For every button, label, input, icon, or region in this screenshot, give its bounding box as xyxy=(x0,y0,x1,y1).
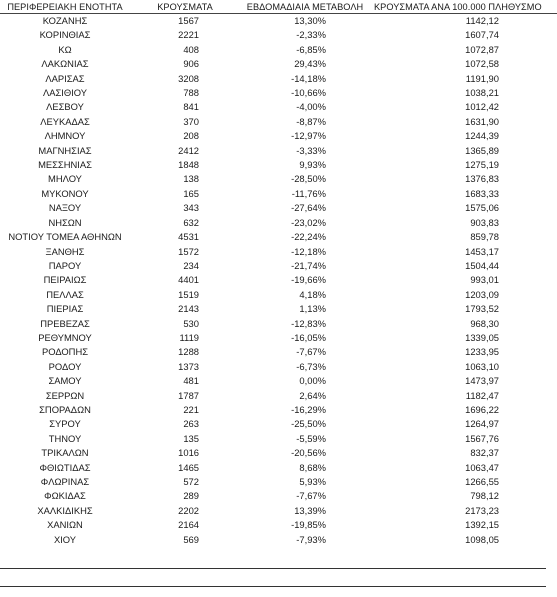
table-row xyxy=(0,504,557,518)
cell-cases-per-100k: 993,01 xyxy=(470,274,499,286)
cell-cases-per-100k: 1012,42 xyxy=(465,101,499,113)
cell-weekly-change: -2,33% xyxy=(296,29,326,41)
cell-regional-unit: ΡΕΘΥΜΝΟΥ xyxy=(38,331,92,343)
cell-cases-per-100k: 903,83 xyxy=(470,216,499,228)
cell-regional-unit: ΦΛΩΡΙΝΑΣ xyxy=(40,476,90,487)
table-row xyxy=(0,43,557,57)
cell-regional-unit: ΚΟΖΑΝΗΣ xyxy=(42,15,88,26)
cell-cases: 343 xyxy=(183,202,199,214)
cell-weekly-change: -12,83% xyxy=(291,317,326,329)
cell-regional-unit: ΤΡΙΚΑΛΩΝ xyxy=(41,447,89,459)
table-header xyxy=(0,0,557,14)
cell-regional-unit: ΧΑΝΙΩΝ xyxy=(47,519,83,531)
cell-weekly-change: 1,13% xyxy=(299,303,326,315)
cell-cases: 138 xyxy=(183,173,199,185)
table-row xyxy=(0,331,557,345)
cell-weekly-change: -8,87% xyxy=(296,115,326,127)
cell-weekly-change: -25,50% xyxy=(291,418,326,430)
cell-cases: 4401 xyxy=(178,274,199,286)
cell-cases: 1572 xyxy=(178,245,199,257)
cell-regional-unit: ΣΑΜΟΥ xyxy=(48,375,82,387)
cell-weekly-change: -16,05% xyxy=(291,331,326,343)
cell-cases: 370 xyxy=(183,115,199,127)
table-row xyxy=(0,317,557,331)
cell-cases-per-100k: 1376,83 xyxy=(465,173,499,185)
table-row xyxy=(0,360,557,374)
cell-regional-unit: ΠΑΡΟΥ xyxy=(48,259,82,271)
cell-weekly-change: 13,39% xyxy=(294,504,326,516)
cell-regional-unit: ΝΗΣΩΝ xyxy=(48,216,82,228)
table-row xyxy=(0,14,557,29)
cell-weekly-change: -7,67% xyxy=(296,346,326,358)
cell-cases: 841 xyxy=(183,101,199,113)
cell-regional-unit: ΜΕΣΣΗΝΙΑΣ xyxy=(38,159,92,171)
cell-regional-unit: ΧΑΛΚΙΔΙΚΗΣ xyxy=(37,504,93,516)
table-row xyxy=(0,302,557,316)
cell-cases-per-100k: 1575,06 xyxy=(465,202,499,214)
cell-weekly-change: -21,74% xyxy=(291,259,326,271)
cell-cases: 1787 xyxy=(178,389,199,401)
cell-regional-unit: ΛΗΜΝΟΥ xyxy=(44,130,86,142)
cell-cases: 135 xyxy=(183,432,199,444)
table-row xyxy=(0,172,557,186)
cell-cases-per-100k: 1266,55 xyxy=(465,476,499,487)
cell-cases-per-100k: 1275,19 xyxy=(465,159,499,171)
table-row xyxy=(0,129,557,143)
cell-regional-unit: ΝΑΞΟΥ xyxy=(48,202,82,214)
cell-weekly-change: -12,18% xyxy=(291,245,326,257)
table-row xyxy=(0,533,557,547)
header-cases-per-100k: ΚΡΟΥΣΜΑΤΑ ΑΝΑ 100.000 ΠΛΗΘΥΣΜΟ xyxy=(370,0,557,14)
cell-cases-per-100k: 2173,23 xyxy=(465,504,499,516)
cell-regional-unit: ΛΕΣΒΟΥ xyxy=(46,101,84,113)
cell-cases-per-100k: 1607,74 xyxy=(465,29,499,41)
cell-cases-per-100k: 1504,44 xyxy=(465,259,499,271)
cell-weekly-change: -16,29% xyxy=(291,403,326,415)
cell-regional-unit: ΛΑΡΙΣΑΣ xyxy=(45,72,85,84)
table-body xyxy=(0,14,557,548)
cell-cases: 530 xyxy=(183,317,199,329)
table-row xyxy=(0,201,557,215)
cell-cases-per-100k: 1683,33 xyxy=(465,187,499,199)
cell-regional-unit: ΛΕΥΚΑΔΑΣ xyxy=(40,115,90,127)
cell-cases: 165 xyxy=(183,187,199,199)
table-row xyxy=(0,144,557,158)
cell-regional-unit: ΡΟΔΟΠΗΣ xyxy=(41,346,89,358)
table-row xyxy=(0,158,557,172)
cell-cases: 3208 xyxy=(178,72,199,84)
cell-regional-unit: ΣΕΡΡΩΝ xyxy=(45,389,85,401)
cell-cases-per-100k: 1264,97 xyxy=(465,418,499,430)
cell-weekly-change: -19,66% xyxy=(291,274,326,286)
cell-weekly-change: -22,24% xyxy=(291,231,326,243)
table-row xyxy=(0,245,557,259)
cell-cases: 1016 xyxy=(178,447,199,459)
footer-rule-lower xyxy=(0,586,546,587)
cell-weekly-change: 0,00% xyxy=(299,375,326,387)
cell-cases-per-100k: 1038,21 xyxy=(465,87,499,99)
cell-cases-per-100k: 1233,95 xyxy=(465,346,499,358)
cell-weekly-change: -4,00% xyxy=(296,101,326,113)
table-row xyxy=(0,187,557,201)
cell-cases: 632 xyxy=(183,216,199,228)
cell-regional-unit: ΜΗΛΟΥ xyxy=(48,173,82,185)
table-row xyxy=(0,86,557,100)
table-row xyxy=(0,72,557,86)
cell-weekly-change: -20,56% xyxy=(291,447,326,459)
header-row xyxy=(0,0,557,14)
table-row xyxy=(0,417,557,431)
cell-cases: 1848 xyxy=(178,159,199,171)
cell-weekly-change: -7,93% xyxy=(296,533,326,545)
cell-weekly-change: -7,67% xyxy=(296,490,326,502)
table-row xyxy=(0,259,557,273)
cell-cases-per-100k: 798,12 xyxy=(470,490,499,502)
table-row xyxy=(0,115,557,129)
table-row xyxy=(0,28,557,42)
cell-cases: 289 xyxy=(183,490,199,502)
cell-weekly-change: -5,59% xyxy=(296,432,326,444)
cell-regional-unit: ΚΩ xyxy=(58,43,72,55)
table-row xyxy=(0,273,557,287)
cell-cases-per-100k: 1072,58 xyxy=(465,58,499,70)
cell-regional-unit: ΧΙΟΥ xyxy=(53,533,77,545)
cell-weekly-change: -3,33% xyxy=(296,144,326,156)
cell-regional-unit: ΦΩΚΙΔΑΣ xyxy=(44,490,86,502)
cell-cases-per-100k: 1793,52 xyxy=(465,303,499,315)
table-row xyxy=(0,57,557,71)
cell-cases: 2164 xyxy=(178,519,199,531)
cell-regional-unit: ΠΕΙΡΑΙΩΣ xyxy=(43,274,87,286)
cell-weekly-change: 4,18% xyxy=(299,288,326,300)
cell-regional-unit: ΜΑΓΝΗΣΙΑΣ xyxy=(38,144,92,156)
table-row xyxy=(0,432,557,446)
table-row xyxy=(0,389,557,403)
cell-cases-per-100k: 1063,10 xyxy=(465,360,499,372)
cell-weekly-change: 2,64% xyxy=(299,389,326,401)
cell-cases: 2202 xyxy=(178,504,199,516)
cell-weekly-change: 29,43% xyxy=(294,58,326,70)
cell-cases-per-100k: 1098,05 xyxy=(465,533,499,545)
cell-weekly-change: -28,50% xyxy=(291,173,326,185)
footer-rule-upper xyxy=(0,568,546,569)
table-row xyxy=(0,475,557,489)
cell-cases: 234 xyxy=(183,259,199,271)
cell-cases: 2143 xyxy=(178,303,199,315)
cell-weekly-change: 8,68% xyxy=(299,461,326,473)
cell-cases-per-100k: 1072,87 xyxy=(465,43,499,55)
cell-cases: 1288 xyxy=(178,346,199,358)
cell-cases-per-100k: 1365,89 xyxy=(465,144,499,156)
cell-cases: 569 xyxy=(183,533,199,545)
cell-cases: 221 xyxy=(183,403,199,415)
cell-weekly-change: -12,97% xyxy=(291,130,326,142)
cell-weekly-change: -11,76% xyxy=(291,187,326,199)
cell-cases: 481 xyxy=(183,375,199,387)
header-cases: ΚΡΟΥΣΜΑΤΑ xyxy=(130,0,240,14)
cell-cases: 1119 xyxy=(179,331,199,343)
cell-cases: 572 xyxy=(183,476,199,487)
cell-cases: 2412 xyxy=(178,144,199,156)
cell-cases-per-100k: 1696,22 xyxy=(465,403,499,415)
cell-cases-per-100k: 1567,76 xyxy=(465,432,499,444)
table-row xyxy=(0,288,557,302)
cell-weekly-change: -6,85% xyxy=(296,43,326,55)
cell-cases: 1373 xyxy=(178,360,199,372)
cell-cases-per-100k: 832,37 xyxy=(470,447,499,459)
table-row xyxy=(0,461,557,475)
table-row xyxy=(0,100,557,114)
cell-regional-unit: ΠΙΕΡΙΑΣ xyxy=(46,303,84,315)
cell-regional-unit: ΛΑΣΙΘΙΟΥ xyxy=(42,87,88,99)
table-row xyxy=(0,374,557,388)
cell-cases: 208 xyxy=(183,130,199,142)
cell-regional-unit: ΚΟΡΙΝΘΙΑΣ xyxy=(39,29,91,41)
cell-regional-unit: ΠΕΛΛΑΣ xyxy=(46,288,84,300)
cell-cases-per-100k: 1182,47 xyxy=(465,389,499,401)
cell-cases-per-100k: 1473,97 xyxy=(465,375,499,387)
cell-weekly-change: -10,66% xyxy=(291,87,326,99)
table-row xyxy=(0,518,557,532)
cell-cases: 906 xyxy=(183,58,199,70)
cell-weekly-change: -14,18% xyxy=(291,72,326,84)
cell-regional-unit: ΦΘΙΩΤΙΔΑΣ xyxy=(39,461,91,473)
cell-regional-unit: ΜΥΚΟΝΟΥ xyxy=(41,187,89,199)
cell-cases-per-100k: 1631,90 xyxy=(465,115,499,127)
cell-cases-per-100k: 859,78 xyxy=(470,231,499,243)
cell-cases-per-100k: 968,30 xyxy=(470,317,499,329)
cell-cases: 2221 xyxy=(178,29,199,41)
cell-regional-unit: ΛΑΚΩΝΙΑΣ xyxy=(41,58,89,70)
cell-regional-unit: ΞΑΝΘΗΣ xyxy=(45,245,85,257)
cell-regional-unit: ΣΠΟΡΑΔΩΝ xyxy=(39,403,91,415)
cell-cases-per-100k: 1063,47 xyxy=(465,461,499,473)
table-row xyxy=(0,403,557,417)
table-row xyxy=(0,345,557,359)
cell-cases-per-100k: 1191,90 xyxy=(465,72,499,84)
table-row xyxy=(0,216,557,230)
cell-weekly-change: 9,93% xyxy=(299,159,326,171)
cell-weekly-change: -6,73% xyxy=(296,360,326,372)
cell-cases: 408 xyxy=(183,43,199,55)
table-row xyxy=(0,446,557,460)
table-row xyxy=(0,489,557,503)
cell-cases-per-100k: 1339,05 xyxy=(465,331,499,343)
cell-regional-unit: ΡΟΔΟΥ xyxy=(48,360,82,372)
cell-weekly-change: 5,93% xyxy=(299,476,326,487)
cell-regional-unit: ΣΥΡΟΥ xyxy=(49,418,81,430)
cell-regional-unit: ΤΗΝΟΥ xyxy=(48,432,82,444)
cell-regional-unit: ΝΟΤΙΟΥ ΤΟΜΕΑ ΑΘΗΝΩΝ xyxy=(8,231,122,243)
cell-cases: 788 xyxy=(183,87,199,99)
cell-cases-per-100k: 1244,39 xyxy=(465,130,499,142)
cell-weekly-change: -19,85% xyxy=(291,519,326,531)
cell-regional-unit: ΠΡΕΒΕΖΑΣ xyxy=(40,317,90,329)
cell-cases: 1465 xyxy=(178,461,199,473)
cell-cases: 1519 xyxy=(178,288,199,300)
cell-weekly-change: 13,30% xyxy=(294,15,326,26)
cell-weekly-change: -27,64% xyxy=(291,202,326,214)
header-weekly-change: ΕΒΔΟΜΑΔΙΑΙΑ ΜΕΤΑΒΟΛΗ xyxy=(240,0,370,14)
cell-cases-per-100k: 1142,12 xyxy=(465,15,499,26)
cell-cases: 1567 xyxy=(178,15,199,26)
cell-cases-per-100k: 1392,15 xyxy=(465,519,499,531)
cell-cases-per-100k: 1203,09 xyxy=(465,288,499,300)
header-regional-unit: ΠΕΡΙΦΕΡΕΙΑΚΗ ΕΝΟΤΗΤΑ xyxy=(0,0,130,14)
cell-weekly-change: -23,02% xyxy=(291,216,326,228)
table-row xyxy=(0,230,557,244)
cell-cases: 263 xyxy=(183,418,199,430)
cell-cases-per-100k: 1453,17 xyxy=(465,245,499,257)
cell-cases: 4531 xyxy=(178,231,199,243)
